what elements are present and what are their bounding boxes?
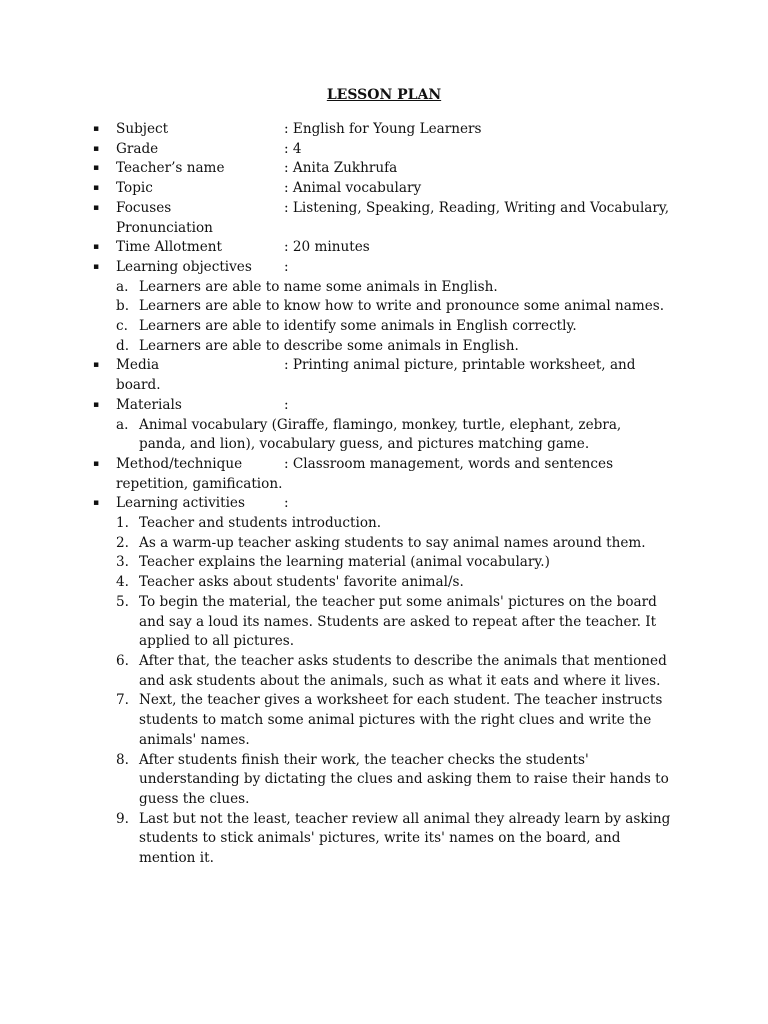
field-label: Subject [116, 121, 169, 137]
field-subject [0, 120, 768, 140]
field-label: Focuses [116, 199, 172, 216]
field-label: Materials [116, 396, 182, 413]
materials-list [0, 416, 768, 455]
field-method [0, 455, 768, 494]
field-teacher [0, 159, 768, 179]
field-value: : Anita Zukhrufa [284, 160, 398, 177]
bullet-icon: ▪ [93, 360, 100, 371]
field-label: Grade [116, 140, 159, 157]
list-item: 1. Teacher and students introduction. [116, 515, 382, 532]
bullet-icon: ▪ [93, 202, 100, 213]
list-item: 7. Next, the teacher gives a worksheet for each student. The teacher instructs students to match some animal pictures with the right clues and write the animals' names. [116, 692, 663, 748]
field-topic [0, 179, 768, 199]
list-item: a. Animal vocabulary (Giraffe, flamingo, monkey, turtle, elephant, zebra, panda, and lion), vocabulary guess, and pictures matching game. [116, 416, 622, 453]
field-label: Time Allotment [116, 239, 222, 256]
field-label: Learning activities [116, 495, 245, 512]
list-item: b. Learners are able to know how to write and pronounce some animal names. [116, 298, 665, 315]
field-label: Teacher’s name [116, 160, 225, 177]
list-item: 5. To begin the material, the teacher put some animals' pictures on the board and say a loud its names. Students are asked to repeat after the teacher. It applied to all pictures. [116, 593, 657, 650]
field-label: Media [116, 357, 160, 374]
bullet-icon: ▪ [93, 458, 100, 469]
field-value: : Printing animal picture, printable worksheet, and board. [116, 357, 636, 394]
list-item: 6. After that, the teacher asks students to describe the animals that mentioned and ask students about the animals, such as what it eats and where it lives. [116, 652, 667, 689]
objectives-list [0, 278, 768, 357]
list-item: 3. Teacher explains the learning material (animal vocabulary.) [116, 554, 550, 571]
field-label: Method/technique [116, 455, 243, 472]
field-value: : 20 minutes [284, 239, 370, 256]
list-item: c. Learners are able to identify some animals in English correctly. [116, 318, 577, 335]
bullet-icon: ▪ [93, 242, 100, 253]
field-learning-activities [0, 494, 768, 514]
list-item: a. Learners are able to name some animals in English. [116, 278, 498, 295]
bullet-icon: ▪ [93, 498, 100, 509]
bullet-icon: ▪ [93, 143, 100, 154]
bullet-icon: ▪ [93, 183, 100, 194]
field-label: Learning objectives [116, 258, 252, 275]
field-value: : 4 [284, 140, 302, 157]
activities-list [0, 514, 768, 869]
list-item: 9. Last but not the least, teacher review all animal they already learn by asking students to stick animals' pictures, write its' names on the board, and mention it. [116, 810, 671, 867]
field-value: : [284, 495, 289, 512]
field-materials [0, 396, 768, 416]
field-value: : Animal vocabulary [284, 180, 422, 197]
field-label: Topic [116, 180, 153, 197]
field-media [0, 356, 768, 395]
field-value: : Listening, Speaking, Reading, Writing and Vocabulary, Pronunciation [116, 199, 670, 236]
field-value: : Classroom management, words and sentences repetition, gamification. [116, 455, 614, 492]
field-value: : [284, 396, 289, 413]
bullet-icon: ▪ [93, 399, 100, 410]
field-value: : English for Young Learners [284, 121, 482, 137]
field-grade [0, 140, 768, 160]
list-item: d. Learners are able to describe some animals in English. [116, 337, 519, 354]
bullet-icon: ▪ [93, 124, 100, 134]
lesson-fields [0, 120, 768, 869]
list-item: 2. As a warm-up teacher asking students to say animal names around them. [116, 534, 646, 551]
bullet-icon: ▪ [93, 261, 100, 272]
field-focuses [0, 199, 768, 238]
page-title: LESSON PLAN [326, 87, 442, 103]
bullet-icon: ▪ [93, 163, 100, 174]
list-item: 4. Teacher asks about students' favorite animal/s. [116, 574, 464, 591]
list-item: 8. After students finish their work, the teacher checks the students' understanding by dictating the clues and asking them to raise their hands to guess the clues. [116, 751, 669, 807]
field-value: : [284, 258, 289, 275]
field-time-allotment [0, 238, 768, 258]
field-learning-objectives [0, 258, 768, 278]
